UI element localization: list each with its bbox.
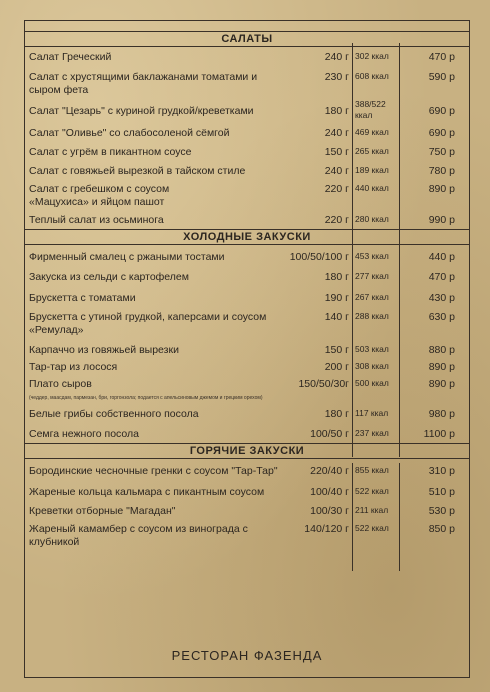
item-weight: 100/50/100 г xyxy=(289,251,349,263)
item-price: 980 р xyxy=(428,408,455,420)
item-price: 880 р xyxy=(428,344,455,356)
item-name: Салат с гребешком с соусом «Мацухиса» и яйцом пашот xyxy=(29,183,170,208)
item-price: 890 р xyxy=(428,183,455,195)
item-weight: 240 г xyxy=(324,165,349,177)
item-weight: 220/40 г xyxy=(310,465,349,477)
item-note: (чеддер, маасдам, пармезан, бри, горгонзола; подается с апельсиновым джемом и грецким орехом) xyxy=(29,395,263,401)
item-name: Бородинские чесночные гренки с соусом "Тар-Тар" xyxy=(29,465,278,477)
item-weight: 200 г xyxy=(324,361,349,373)
item-name: Закуска из сельди с картофелем xyxy=(29,271,189,283)
item-name: Салат Греческий xyxy=(29,51,112,63)
item-price: 470 р xyxy=(428,51,455,63)
item-kcal: 388/522 ккал xyxy=(355,99,386,120)
item-price: 310 р xyxy=(428,465,455,477)
item-kcal: 608 ккал xyxy=(355,71,389,81)
item-price: 890 р xyxy=(428,378,455,390)
column-divider xyxy=(399,261,400,457)
item-kcal: 855 ккал xyxy=(355,465,389,475)
item-weight: 140 г xyxy=(324,311,349,323)
item-weight: 230 г xyxy=(324,71,349,83)
item-weight: 150/50/30г xyxy=(298,378,349,390)
item-weight: 100/40 г xyxy=(310,486,349,498)
item-weight: 140/120 г xyxy=(304,523,349,535)
item-name: Креветки отборные "Магадан" xyxy=(29,505,176,517)
item-kcal: 189 ккал xyxy=(355,165,389,175)
item-weight: 180 г xyxy=(324,408,349,420)
item-name: Семга нежного посола xyxy=(29,428,140,440)
item-weight: 180 г xyxy=(324,105,349,117)
item-kcal: 280 ккал xyxy=(355,214,389,224)
item-price: 590 р xyxy=(428,71,455,83)
item-kcal: 500 ккал xyxy=(355,378,389,388)
item-price: 850 р xyxy=(428,523,455,535)
menu-frame xyxy=(24,20,470,678)
item-price: 780 р xyxy=(428,165,455,177)
item-price: 530 р xyxy=(428,505,455,517)
item-weight: 240 г xyxy=(324,51,349,63)
item-price: 440 р xyxy=(428,251,455,263)
item-name: Жареный камамбер с соусом из винограда с клубникой xyxy=(29,523,248,548)
item-name: Белые грибы собственного посола xyxy=(29,408,199,420)
item-name: Теплый салат из осьминога xyxy=(29,214,164,226)
item-name: Жареные кольца кальмара с пикантным соусом xyxy=(29,486,265,498)
item-kcal: 503 ккал xyxy=(355,344,389,354)
item-name: Салат с хрустящими баклажанами томатами и сыром фета xyxy=(29,71,258,96)
item-kcal: 469 ккал xyxy=(355,127,389,137)
item-kcal: 277 ккал xyxy=(355,271,389,281)
item-price: 630 р xyxy=(428,311,455,323)
item-price: 430 р xyxy=(428,292,455,304)
item-weight: 190 г xyxy=(324,292,349,304)
item-price: 690 р xyxy=(428,105,455,117)
column-divider xyxy=(352,261,353,457)
item-price: 690 р xyxy=(428,127,455,139)
item-name: Салат с угрём в пикантном соусе xyxy=(29,146,192,158)
item-name: Салат с говяжьей вырезкой в тайском стиле xyxy=(29,165,246,177)
item-weight: 150 г xyxy=(324,146,349,158)
item-price: 750 р xyxy=(428,146,455,158)
item-price: 470 р xyxy=(428,271,455,283)
item-kcal: 522 ккал xyxy=(355,486,389,496)
item-kcal: 453 ккал xyxy=(355,251,389,261)
column-divider xyxy=(399,463,400,571)
item-kcal: 288 ккал xyxy=(355,311,389,321)
section-title-salads: САЛАТЫ xyxy=(25,31,469,47)
item-kcal: 522 ккал xyxy=(355,523,389,533)
item-price: 1100 р xyxy=(423,428,455,440)
item-kcal: 237 ккал xyxy=(355,428,389,438)
item-weight: 100/50 г xyxy=(310,428,349,440)
item-weight: 180 г xyxy=(324,271,349,283)
item-kcal: 265 ккал xyxy=(355,146,389,156)
item-kcal: 211 ккал xyxy=(355,505,389,515)
item-kcal: 267 ккал xyxy=(355,292,389,302)
item-kcal: 302 ккал xyxy=(355,51,389,61)
column-divider xyxy=(352,463,353,571)
item-kcal: 117 ккал xyxy=(355,408,389,418)
item-name: Плато сыров xyxy=(29,378,92,390)
item-name: Брускетта с томатами xyxy=(29,292,136,304)
item-name: Карпаччо из говяжьей вырезки xyxy=(29,344,179,356)
item-price: 990 р xyxy=(428,214,455,226)
item-name: Брускетта с утиной грудкой, каперсами и соусом «Ремулад» xyxy=(29,311,267,336)
item-price: 890 р xyxy=(428,361,455,373)
item-name: Салат "Цезарь" с куриной грудкой/креветками xyxy=(29,105,254,117)
item-weight: 220 г xyxy=(324,183,349,195)
section-title-hot-appetizers: ГОРЯЧИЕ ЗАКУСКИ xyxy=(25,443,469,459)
section-title-cold-appetizers: ХОЛОДНЫЕ ЗАКУСКИ xyxy=(25,229,469,245)
item-name: Тар-тар из лосося xyxy=(29,361,118,373)
item-kcal: 308 ккал xyxy=(355,361,389,371)
item-name: Фирменный смалец с ржаными тостами xyxy=(29,251,225,263)
item-price: 510 р xyxy=(428,486,455,498)
item-weight: 150 г xyxy=(324,344,349,356)
item-kcal: 440 ккал xyxy=(355,183,389,193)
item-weight: 240 г xyxy=(324,127,349,139)
item-weight: 100/30 г xyxy=(310,505,349,517)
item-name: Салат "Оливье" со слабосоленой сёмгой xyxy=(29,127,230,139)
item-weight: 220 г xyxy=(324,214,349,226)
restaurant-name-footer: РЕСТОРАН ФАЗЕНДА xyxy=(171,648,323,663)
